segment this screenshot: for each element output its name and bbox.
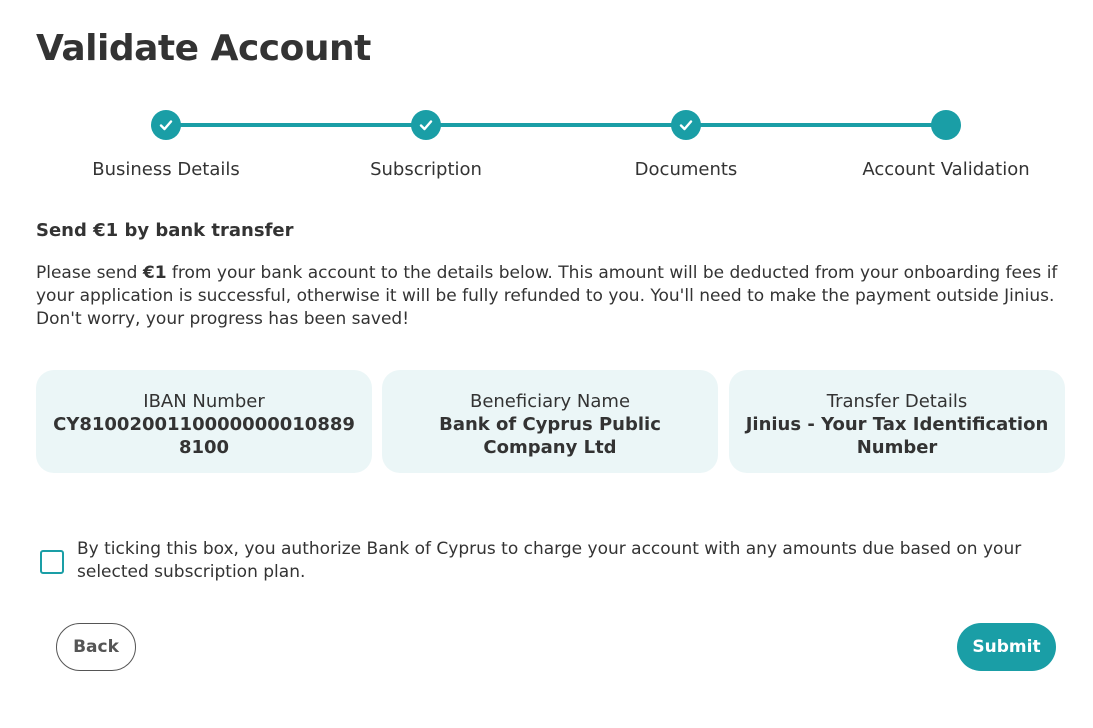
step-label: Subscription [370,159,482,180]
transfer-details-card [729,370,1065,473]
step-label: Business Details [92,159,240,180]
transfer-details-value: Jinius - Your Tax Identification Number [745,414,1049,458]
step-complete-check-icon [671,110,701,140]
card-label: Beneficiary Name [469,391,631,412]
back-button[interactable]: Back [56,623,136,671]
beneficiary-card [382,370,718,473]
step-complete-check-icon [151,110,181,140]
stepper-progress-line [166,123,946,127]
iban-card [36,370,372,473]
step-current-dot-icon [931,110,961,140]
step-subscription [316,108,536,180]
step-documents [576,108,796,180]
step-label: Account Validation [862,159,1030,180]
instructions-text-end: from your bank account to the details below. This amount will be deducted from your onboarding fees if your application is successful, otherwise it will be fully refunded to you. You'll need to make the payment outside Jinius. Don't worry, your progress has been saved! [36,263,1058,329]
instructions-text-start: Please send [36,263,143,283]
bank-details-cards [36,370,1065,473]
iban-value: CY81002001100000000108898100 [53,414,355,458]
submit-button[interactable]: Submit [957,623,1056,671]
transfer-instructions [36,262,1061,331]
section-title: Send €1 by bank transfer [36,220,294,241]
card-label: IBAN Number [143,391,265,412]
authorization-checkbox[interactable] [40,550,64,574]
card-label: Transfer Details [826,391,968,412]
step-account-validation [836,108,1056,180]
step-label: Documents [634,159,738,180]
step-complete-check-icon [411,110,441,140]
page-title: Validate Account [36,28,371,69]
progress-stepper [0,108,1093,188]
beneficiary-value: Bank of Cyprus Public Company Ltd [439,414,661,458]
authorization-label: By ticking this box, you authorize Bank of Cyprus to charge your account with any amounts due based on your selected subscription plan. [77,539,1022,582]
step-business-details [56,108,276,180]
instructions-amount: €1 [142,263,167,283]
